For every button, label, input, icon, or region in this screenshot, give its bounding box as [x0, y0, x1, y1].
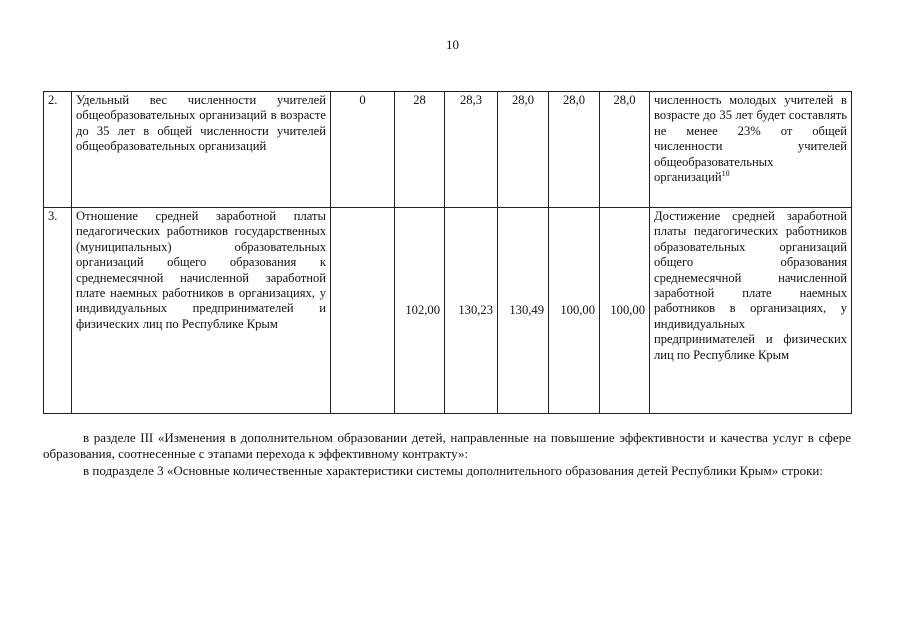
page-number: 10 — [446, 37, 459, 52]
result-text: численность молодых учителей в возрасте до 35 лет будет составлять не менее 23% от общей численности учителей общеобразовательных организаций — [654, 93, 847, 185]
value-cell: 100,00 — [600, 208, 650, 414]
value-cell: 28,0 — [498, 92, 549, 208]
value-cell: 130,23 — [445, 208, 498, 414]
row-number: 2. — [44, 92, 72, 208]
result-cell: Достижение средней заработной платы педагогических работников образовательных организаций общего образования среднемесячной начисленной заработной плате наемных работников в организациях, у индивидуальных предпринимателей и физических лиц по Республике Крым — [650, 208, 852, 414]
indicator-cell: Отношение средней заработной платы педагогических работников государственных (муниципальных) образовательных организаций общего образования к среднемесячной начисленной заработной плате наемных работников в организациях, у индивидуальных предпринимателей и физических лиц по Республике Крым — [72, 208, 331, 414]
value-cell: 28,3 — [445, 92, 498, 208]
paragraph-subsection-3 — [43, 463, 851, 479]
result-cell — [650, 92, 852, 208]
paragraph-section-iii — [43, 430, 851, 462]
value-cell: 28 — [395, 92, 445, 208]
row-number: 3. — [44, 208, 72, 414]
footnote-marker: 10 — [721, 168, 730, 178]
value-cell: 28,0 — [549, 92, 600, 208]
paragraph-text: в разделе III «Изменения в дополнительном образовании детей, направленные на повышение эффективности и качества услуг в сфере образования, соотнесенные с этапами перехода к эффективному контракту»: — [43, 430, 851, 461]
table-row — [44, 208, 852, 414]
table-row — [44, 92, 852, 208]
value-cell — [331, 208, 395, 414]
value-cell: 0 — [331, 92, 395, 208]
value-cell: 100,00 — [549, 208, 600, 414]
indicator-cell: Удельный вес численности учителей общеобразовательных организаций в возрасте до 35 лет в общей численности учителей общеобразовательных организаций — [72, 92, 331, 208]
value-cell: 28,0 — [600, 92, 650, 208]
paragraph-text: в подразделе 3 «Основные количественные характеристики системы дополнительного образования детей Республики Крым» строки: — [83, 463, 823, 478]
value-cell: 130,49 — [498, 208, 549, 414]
value-cell: 102,00 — [395, 208, 445, 414]
indicators-table — [43, 91, 852, 414]
